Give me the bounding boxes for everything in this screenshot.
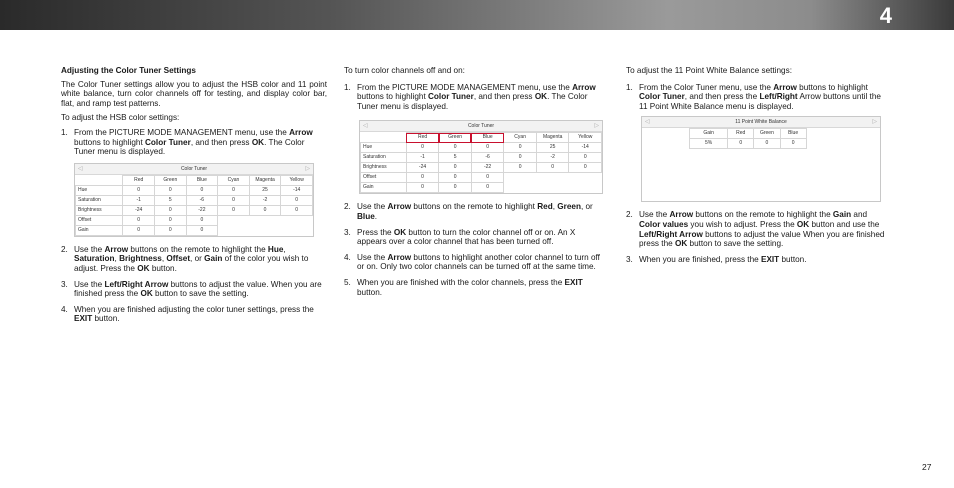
channel-steps bbox=[344, 83, 602, 298]
white-balance-steps bbox=[626, 83, 888, 265]
step-1: 1. From the PICTURE MODE MANAGEMENT menu, use the Arrow buttons to highlight Color Tuner, and then press OK. The Color Tuner menu is displayed. ◁ Color Tuner ▷ Red Green Blue Cyan Magenta Yellow Hue 0 0 0 0 25 -14 Saturation -1 5 -6 0 -2 0 Brightness -24 0 -22 0 0 0 Offset 0 0 0 Gain 0 0 0 bbox=[344, 83, 602, 195]
intro-paragraph: To adjust the 11 Point White Balance settings: bbox=[626, 66, 792, 75]
right-arrow-icon: ▷ bbox=[305, 165, 310, 172]
chapter-header-bar bbox=[0, 0, 954, 30]
table-row: Brightness -24 0 -22 0 0 0 bbox=[361, 163, 602, 173]
step-3: 3. When you are finished, press the EXIT button. bbox=[626, 254, 807, 264]
intro-paragraph: The Color Tuner settings allow you to adjust the HSB color and 11 point white balance, turn color channels off for testing, and display color bar, flat, and ramp test patterns. bbox=[61, 79, 327, 108]
blue-channel-cell: Blue bbox=[471, 133, 504, 143]
hsb-steps bbox=[61, 128, 327, 324]
table-header-row: Gain Red Green Blue bbox=[642, 129, 880, 139]
page-number: 27 bbox=[922, 462, 932, 472]
column-hsb bbox=[61, 66, 327, 330]
menu-title-bar: ◁ Color Tuner ▷ bbox=[75, 164, 313, 175]
table-row: Gain 0 0 0 bbox=[76, 225, 313, 235]
table-row: Offset 0 0 0 bbox=[361, 173, 602, 183]
step-1: 1. From the Color Tuner menu, use the Arrow buttons to highlight Color Tuner, and then press the Left/Right Arrow buttons until the 11 Point White Balance menu is displayed. ◁ 11 Point White Balance ▷ Gain Red Green Blue 5% 0 0 0 bbox=[626, 83, 888, 203]
sub-intro: To adjust the HSB color settings: bbox=[61, 113, 180, 123]
menu-title-bar: ◁ Color Tuner ▷ bbox=[360, 121, 602, 132]
menu-title-bar: ◁ 11 Point White Balance ▷ bbox=[642, 117, 880, 128]
step-3: 3. Press the OK button to turn the color channel off or on. An X appears over a color channel that has been turned off. bbox=[344, 227, 576, 247]
column-white-balance bbox=[626, 66, 888, 270]
color-tuner-menu bbox=[74, 163, 314, 237]
column-color-channels bbox=[344, 66, 602, 303]
section-heading: Adjusting the Color Tuner Settings bbox=[61, 66, 196, 75]
color-tuner-table bbox=[75, 175, 313, 236]
table-row: Hue 0 0 0 0 25 -14 bbox=[361, 143, 602, 153]
step-1: 1. From the PICTURE MODE MANAGEMENT menu, use the Arrow buttons to highlight Color Tuner, and then press OK. The Color Tuner menu is displayed. ◁ Color Tuner ▷ Red Green Blue Cyan Magenta Yellow Hue 0 0 0 0 25 -14 Saturation -1 5 -6 0 -2 0 Brightness -24 0 -22 0 0 0 Offset 0 0 0 Gain 0 0 0 bbox=[61, 128, 327, 237]
green-channel-cell: Green bbox=[439, 133, 472, 143]
menu-empty-area bbox=[642, 149, 880, 201]
step-4: 4. Use the Arrow buttons to highlight another color channel to turn off or on. Only two color channels can be turned off at the same time. bbox=[344, 252, 600, 272]
right-arrow-icon: ▷ bbox=[594, 123, 599, 130]
table-row: Gain 0 0 0 bbox=[361, 183, 602, 193]
left-arrow-icon: ◁ bbox=[363, 123, 368, 130]
step-3: 3. Use the Left/Right Arrow buttons to adjust the value. When you are finished press the OK button to save the setting. bbox=[61, 279, 322, 299]
left-arrow-icon: ◁ bbox=[645, 119, 650, 126]
intro-paragraph: To turn color channels off and on: bbox=[344, 66, 465, 75]
color-tuner-menu-highlighted bbox=[359, 120, 603, 194]
table-row: Saturation -1 5 -6 0 -2 0 bbox=[76, 195, 313, 205]
table-header-row: Red Green Blue Cyan Magenta Yellow bbox=[361, 133, 602, 143]
white-balance-menu bbox=[641, 116, 881, 202]
table-row: Saturation -1 5 -6 0 -2 0 bbox=[361, 153, 602, 163]
table-row: Brightness -24 0 -22 0 0 0 bbox=[76, 205, 313, 215]
step-2: 2. Use the Arrow buttons on the remote to highlight the Gain and Color values you wish to adjust. Press the OK button and use the Left/Right Arrow buttons to adjust the value When you are finished press the OK button to save the setting. bbox=[626, 210, 885, 249]
chapter-number: 4 bbox=[879, 3, 892, 28]
step-5: 5. When you are finished with the color channels, press the EXIT button. bbox=[344, 277, 583, 297]
step-2: 2. Use the Arrow buttons on the remote to highlight Red, Green, or Blue. bbox=[344, 202, 593, 221]
white-balance-table bbox=[642, 128, 880, 149]
step-4: 4. When you are finished adjusting the color tuner settings, press the EXIT button. bbox=[61, 304, 314, 324]
color-tuner-table bbox=[360, 132, 602, 193]
left-arrow-icon: ◁ bbox=[78, 165, 83, 172]
table-row: Hue 0 0 0 0 25 -14 bbox=[76, 185, 313, 195]
step-2: 2. Use the Arrow buttons on the remote to highlight the Hue, Saturation, Brightness, Offset, or Gain of the color you wish to adjust. Press the OK button. bbox=[61, 244, 309, 273]
red-channel-cell: Red bbox=[406, 133, 439, 143]
table-row: Offset 0 0 0 bbox=[76, 215, 313, 225]
right-arrow-icon: ▷ bbox=[872, 119, 877, 126]
table-header-row: Red Green Blue Cyan Magenta Yellow bbox=[76, 175, 313, 185]
table-row: 5% 0 0 0 bbox=[642, 139, 880, 149]
